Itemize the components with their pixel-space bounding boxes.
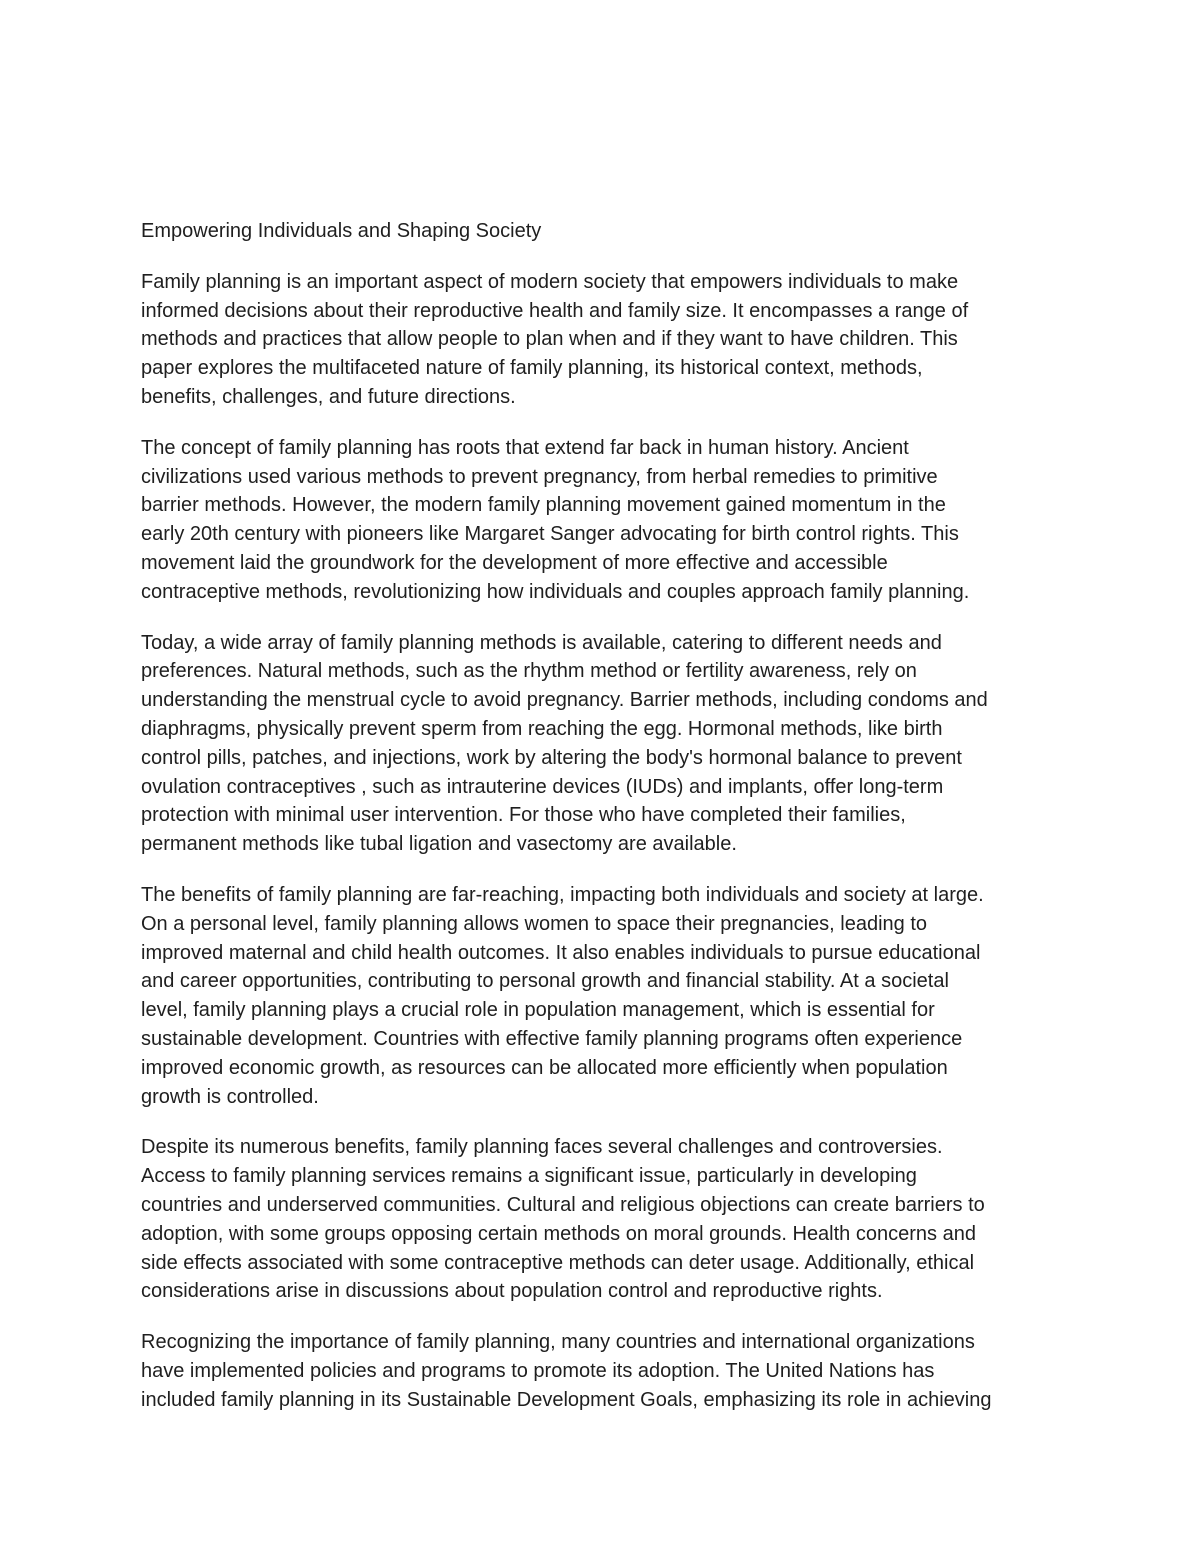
- text-line: early 20th century with pioneers like Margaret Sanger advocating for birth control rights. This: [141, 523, 959, 546]
- document-title: Empowering Individuals and Shaping Society: [141, 220, 542, 242]
- paragraph: [141, 1328, 1076, 1414]
- text-line: informed decisions about their reproductive health and family size. It encompasses a range of: [141, 299, 969, 322]
- paragraph: [141, 434, 1076, 607]
- text-line: control pills, patches, and injections, work by altering the body's hormonal balance to prevent: [141, 746, 962, 769]
- text-line: have implemented policies and programs to promote its adoption. The United Nations has: [141, 1359, 935, 1382]
- text-line: Today, a wide array of family planning methods is available, catering to different needs and: [141, 631, 942, 654]
- text-line: adoption, with some groups opposing certain methods on moral grounds. Health concerns and: [141, 1222, 976, 1245]
- text-line: preferences. Natural methods, such as the rhythm method or fertility awareness, rely on: [141, 660, 917, 683]
- text-line: ovulation contraceptives , such as intrauterine devices (IUDs) and implants, offer long-term: [141, 775, 944, 798]
- document-body: [141, 217, 1076, 1436]
- text-line: sustainable development. Countries with effective family planning programs often experience: [141, 1027, 963, 1050]
- text-line: improved economic growth, as resources can be allocated more efficiently when population: [141, 1056, 948, 1079]
- text-line: side effects associated with some contraceptive methods can deter usage. Additionally, ethical: [141, 1251, 975, 1274]
- text-line: understanding the menstrual cycle to avoid pregnancy. Barrier methods, including condoms and: [141, 689, 988, 712]
- text-line: movement laid the groundwork for the development of more effective and accessible: [141, 551, 888, 574]
- text-line: countries and underserved communities. Cultural and religious objections can create barriers to: [141, 1193, 985, 1216]
- text-line: The concept of family planning has roots that extend far back in human history. Ancient: [141, 436, 909, 459]
- text-line: barrier methods. However, the modern family planning movement gained momentum in the: [141, 494, 946, 517]
- paragraph: [141, 629, 1076, 859]
- text-line: paper explores the multifaceted nature of family planning, its historical context, methods,: [141, 357, 923, 380]
- text-line: diaphragms, physically prevent sperm from reaching the egg. Hormonal methods, like birth: [141, 717, 943, 740]
- text-line: Despite its numerous benefits, family planning faces several challenges and controversies.: [141, 1136, 943, 1159]
- text-line: benefits, challenges, and future directions.: [141, 385, 516, 408]
- text-line: considerations arise in discussions about population control and reproductive rights.: [141, 1280, 883, 1303]
- text-line: Access to family planning services remains a significant issue, particularly in developing: [141, 1165, 917, 1188]
- text-line: On a personal level, family planning allows women to space their pregnancies, leading to: [141, 912, 928, 935]
- text-line: improved maternal and child health outcomes. It also enables individuals to pursue educational: [141, 941, 981, 964]
- text-line: growth is controlled.: [141, 1085, 319, 1108]
- text-line: and career opportunities, contributing to personal growth and financial stability. At a societal: [141, 970, 949, 993]
- text-line: included family planning in its Sustainable Development Goals, emphasizing its role in achieving: [141, 1388, 992, 1411]
- text-line: permanent methods like tubal ligation and vasectomy are available.: [141, 833, 737, 856]
- text-line: civilizations used various methods to prevent pregnancy, from herbal remedies to primitive: [141, 465, 938, 488]
- text-line: Family planning is an important aspect of modern society that empowers individuals to make: [141, 270, 959, 293]
- text-line: Recognizing the importance of family planning, many countries and international organizations: [141, 1331, 975, 1354]
- paragraph: [141, 268, 1076, 412]
- text-line: contraceptive methods, revolutionizing how individuals and couples approach family planning.: [141, 580, 970, 603]
- text-line: protection with minimal user intervention. For those who have completed their families,: [141, 804, 906, 827]
- text-line: methods and practices that allow people to plan when and if they want to have children. This: [141, 328, 958, 351]
- text-line: level, family planning plays a crucial role in population management, which is essential for: [141, 999, 935, 1022]
- paragraph: [141, 1133, 1076, 1306]
- text-line: The benefits of family planning are far-reaching, impacting both individuals and society at large.: [141, 883, 984, 906]
- paragraph: [141, 881, 1076, 1111]
